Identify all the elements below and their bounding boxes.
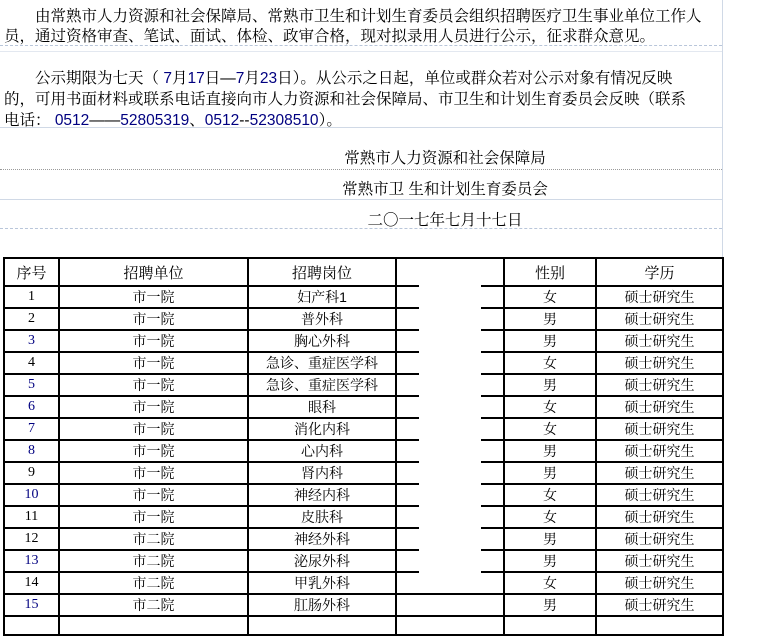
cell-blank [396, 594, 504, 616]
cell-unit: 市二院 [59, 572, 248, 594]
text-line [4, 89, 726, 110]
cell-unit: 市一院 [59, 440, 248, 462]
cell-num: 9 [4, 462, 59, 484]
cell-degree [596, 616, 723, 635]
table-header-row [4, 258, 723, 286]
cell-post: 皮肤科 [248, 506, 396, 528]
cell-unit: 市一院 [59, 374, 248, 396]
cell-gender: 男 [504, 462, 596, 484]
cell-post: 急诊、重症医学科 [248, 352, 396, 374]
cell-post: 神经外科 [248, 528, 396, 550]
table-row [4, 550, 723, 572]
text-segment: —— [89, 112, 121, 129]
gridline-h-2 [0, 51, 722, 52]
cell-post: 泌尿外科 [248, 550, 396, 572]
table-row [4, 484, 723, 506]
table-row-partial [4, 616, 723, 635]
table-row [4, 418, 723, 440]
cell-degree: 硕士研究生 [596, 572, 723, 594]
redaction-overlay [419, 260, 481, 575]
text-segment: -- [239, 112, 250, 129]
cell-unit: 市一院 [59, 462, 248, 484]
text-segment: 员，通过资格审查、笔试、面试、体检、政审合格，现对拟录用人员进行公示，征求群众意见。 [4, 28, 656, 45]
cell-gender: 男 [504, 330, 596, 352]
cell-num: 13 [4, 550, 59, 572]
cell-post: 急诊、重症医学科 [248, 374, 396, 396]
table-row [4, 396, 723, 418]
cell-unit: 市一院 [59, 352, 248, 374]
text-segment: 月 [244, 70, 260, 87]
signature-org-hrss: 常熟市人力资源和社会保障局 [344, 150, 546, 167]
gridline-h-6 [0, 228, 722, 229]
signature-org-health: 常熟市卫 生和计划生育委员会 [342, 181, 548, 198]
cell-post: 心内科 [248, 440, 396, 462]
cell-gender: 女 [504, 418, 596, 440]
number-text: 52805319 [120, 112, 190, 129]
table-row [4, 374, 723, 396]
cell-gender: 男 [504, 308, 596, 330]
cell-gender: 女 [504, 286, 596, 308]
cell-gender [504, 616, 596, 635]
gridline-h-3 [0, 127, 722, 128]
cell-num: 4 [4, 352, 59, 374]
cell-degree: 硕士研究生 [596, 374, 723, 396]
signature-date: 二〇一七年七月十七日 [367, 212, 523, 229]
cell-unit: 市一院 [59, 484, 248, 506]
cell-gender: 男 [504, 440, 596, 462]
cell-num: 10 [4, 484, 59, 506]
cell-num: 8 [4, 440, 59, 462]
cell-degree: 硕士研究生 [596, 396, 723, 418]
table-row [4, 462, 723, 484]
text-segment: 月 [171, 70, 188, 87]
cell-degree: 硕士研究生 [596, 594, 723, 616]
cell-degree: 硕士研究生 [596, 528, 723, 550]
cell-degree: 硕士研究生 [596, 550, 723, 572]
cell-post: 肛肠外科 [248, 594, 396, 616]
cell-gender: 男 [504, 528, 596, 550]
cell-degree: 硕士研究生 [596, 418, 723, 440]
number-text: 0512 [54, 112, 90, 129]
cell-degree: 硕士研究生 [596, 462, 723, 484]
table-row [4, 594, 723, 616]
cell-post: 眼科 [248, 396, 396, 418]
text-segment: 日— [204, 70, 236, 87]
cell-gender: 女 [504, 572, 596, 594]
recruitment-table [3, 257, 724, 636]
table-row [4, 352, 723, 374]
cell-num: 14 [4, 572, 59, 594]
cell-blank [396, 572, 504, 594]
table-row [4, 286, 723, 308]
text-line [4, 68, 726, 89]
cell-degree: 硕士研究生 [596, 330, 723, 352]
cell-num [4, 616, 59, 635]
text-segment: 的，可用书面材料或联系电话直接向市人力资源和社会保障局、市卫生和计划生育委员会反映（联系 [4, 91, 687, 108]
cell-unit: 市一院 [59, 418, 248, 440]
cell-num: 11 [4, 506, 59, 528]
cell-degree: 硕士研究生 [596, 308, 723, 330]
table-body [4, 258, 723, 635]
cell-gender: 女 [504, 484, 596, 506]
cell-unit: 市二院 [59, 550, 248, 572]
cell-post: 神经内科 [248, 484, 396, 506]
number-text: 0512 [204, 112, 240, 129]
table-row [4, 308, 723, 330]
cell-num: 5 [4, 374, 59, 396]
cell-num: 6 [4, 396, 59, 418]
cell-gender: 男 [504, 594, 596, 616]
header-num: 序号 [4, 258, 59, 286]
cell-num: 15 [4, 594, 59, 616]
number-text: 7 [235, 70, 245, 87]
cell-unit: 市一院 [59, 330, 248, 352]
number-text: 17 [187, 70, 205, 87]
cell-unit: 市一院 [59, 286, 248, 308]
gridline-v-right [722, 0, 723, 258]
table-row [4, 506, 723, 528]
cell-post: 肾内科 [248, 462, 396, 484]
cell-gender: 女 [504, 352, 596, 374]
header-degree: 学历 [596, 258, 723, 286]
cell-num: 12 [4, 528, 59, 550]
table-row [4, 330, 723, 352]
number-text: 7 [163, 70, 172, 87]
cell-unit: 市一院 [59, 308, 248, 330]
text-line [4, 27, 726, 47]
gridline-h-dotted [0, 169, 722, 170]
cell-unit: 市一院 [59, 506, 248, 528]
header-gender: 性别 [504, 258, 596, 286]
header-post: 招聘岗位 [248, 258, 396, 286]
paragraph-deadline-contact [4, 68, 726, 131]
cell-gender: 女 [504, 506, 596, 528]
text-segment: 电话： [4, 112, 55, 129]
cell-degree: 硕士研究生 [596, 286, 723, 308]
cell-post [248, 616, 396, 635]
cell-unit: 市二院 [59, 528, 248, 550]
cell-degree: 硕士研究生 [596, 440, 723, 462]
text-segment: 日）。从公示之日起，单位或群众若对公示对象有情况反映 [277, 70, 673, 87]
cell-num: 2 [4, 308, 59, 330]
cell-post: 胸心外科 [248, 330, 396, 352]
cell-post: 消化内科 [248, 418, 396, 440]
cell-gender: 女 [504, 396, 596, 418]
table-row [4, 528, 723, 550]
table-row [4, 572, 723, 594]
number-text: 23 [259, 70, 278, 87]
gridline-h-1 [0, 45, 722, 46]
cell-num: 1 [4, 286, 59, 308]
cell-num: 3 [4, 330, 59, 352]
cell-blank [396, 616, 504, 635]
text-segment: ）。 [318, 112, 342, 129]
number-text: 52308510 [249, 112, 319, 129]
paragraph-intro [4, 7, 726, 47]
cell-post: 普外科 [248, 308, 396, 330]
cell-unit [59, 616, 248, 635]
header-unit: 招聘单位 [59, 258, 248, 286]
text-segment: 、 [189, 112, 205, 129]
cell-degree: 硕士研究生 [596, 506, 723, 528]
cell-degree: 硕士研究生 [596, 484, 723, 506]
table-row [4, 440, 723, 462]
cell-unit: 市二院 [59, 594, 248, 616]
gridline-h-5 [0, 199, 722, 200]
text-line [4, 7, 726, 27]
cell-post: 妇产科1 [248, 286, 396, 308]
cell-degree: 硕士研究生 [596, 352, 723, 374]
text-segment: 公示期限为七天（ [4, 70, 164, 87]
cell-unit: 市一院 [59, 396, 248, 418]
cell-gender: 男 [504, 550, 596, 572]
cell-post: 甲乳外科 [248, 572, 396, 594]
text-segment: 由常熟市人力资源和社会保障局、常熟市卫生和计划生育委员会组织招聘医疗卫生事业单位工作人 [4, 8, 702, 25]
cell-gender: 男 [504, 374, 596, 396]
cell-num: 7 [4, 418, 59, 440]
